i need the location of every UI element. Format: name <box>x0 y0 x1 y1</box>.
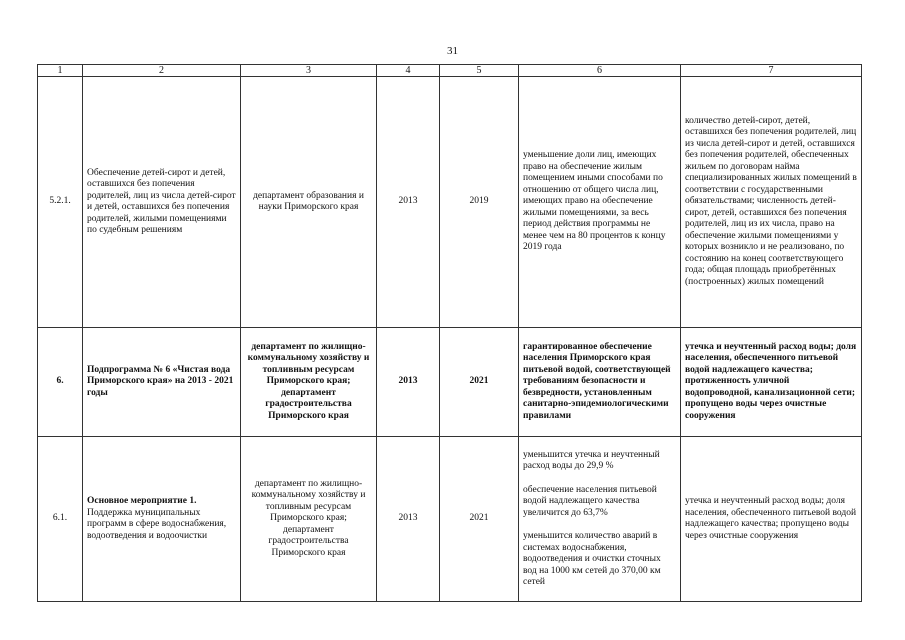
executor: департамент образования и науки Приморского края <box>241 77 377 328</box>
table-row <box>38 77 862 328</box>
measure-title: Основное мероприятие 1. <box>87 496 197 506</box>
start-year: 2013 <box>377 77 440 328</box>
expected-result: уменьшение доли лиц, имеющих право на обеспечение жилым помещением иными способами по отношению от общего числа лиц, имеющих право на обеспечение жилыми помещениями, за весь период действия программы не менее чем на 80 процентов к концу 2019 года <box>519 77 681 328</box>
row-number: 5.2.1. <box>38 77 83 328</box>
header-cell: 2 <box>83 65 241 77</box>
executor: департамент по жилищно-коммунальному хозяйству и топливным ресурсам Приморского края; департамент градостроительства Приморского края <box>241 437 377 602</box>
header-cell: 5 <box>440 65 519 77</box>
end-year: 2019 <box>440 77 519 328</box>
start-year: 2013 <box>377 328 440 437</box>
measure-name: Подпрограмма № 6 «Чистая вода Приморского края» на 2013 - 2021 годы <box>83 328 241 437</box>
header-cell: 1 <box>38 65 83 77</box>
end-year: 2021 <box>440 328 519 437</box>
header-cell: 7 <box>681 65 862 77</box>
row-number: 6.1. <box>38 437 83 602</box>
measure-name <box>83 437 241 602</box>
expected-result <box>519 437 681 602</box>
table-row <box>38 437 862 602</box>
row-number: 6. <box>38 328 83 437</box>
measure-name: Обеспечение детей-сирот и детей, оставшихся без попечения родителей, лиц из числа детей-сирот и детей, оставшихся без попечения родителей, жилыми помещениями по судебным решениям <box>83 77 241 328</box>
expected-result: гарантированное обеспечение населения Приморского края питьевой водой, соответствующей требованиям безопасности и безвредности, установленным санитарно-эпидемиологическими правилами <box>519 328 681 437</box>
end-year: 2021 <box>440 437 519 602</box>
indicators: утечка и неучтенный расход воды; доля населения, обеспеченного питьевой водой надлежащего качества; протяженность уличной водопроводной, канализационной сети; пропущено воды через очистные сооружения <box>681 328 862 437</box>
start-year: 2013 <box>377 437 440 602</box>
page-number: 31 <box>447 45 458 57</box>
result-item: уменьшится количество аварий в системах водоснабжения, водоотведения и очистки сточных вод на 1000 км сетей до 370,00 км сетей <box>523 531 661 587</box>
indicators: утечка и неучтенный расход воды; доля населения, обеспеченного питьевой водой надлежащего качества; пропущено воды через очистные сооружения <box>681 437 862 602</box>
result-item: обеспечение населения питьевой водой надлежащего качества увеличится до 63,7% <box>523 484 657 518</box>
executor: департамент по жилищно-коммунальному хозяйству и топливным ресурсам Приморского края; департамент градостроительства Приморского края <box>241 328 377 437</box>
indicators: количество детей-сирот, детей, оставшихся без попечения родителей, лиц из числа детей-сирот и детей, оставшихся без попечения родителей, обеспеченных жильем по договорам найма специализированных жилых помещений в соответствии с государственными обязательствами; численность детей-сирот, детей, оставшихся без попечения родителей, лиц из их числа, право на обеспечение жилыми помещениями у которых возникло и не реализовано, по состоянию на конец соответствующего года; общая площадь приобретённых (построенных) жилых помещений <box>681 77 862 328</box>
header-cell: 3 <box>241 65 377 77</box>
header-cell: 4 <box>377 65 440 77</box>
table-row <box>38 328 862 437</box>
result-item: уменьшится утечка и неучтенный расход воды до 29,9 % <box>523 449 660 471</box>
header-cell: 6 <box>519 65 681 77</box>
measure-description: Поддержка муниципальных программ в сфере водоснабжения, водоотведения и водоочистки <box>87 507 227 541</box>
header-row <box>38 65 862 77</box>
program-table <box>37 64 862 602</box>
